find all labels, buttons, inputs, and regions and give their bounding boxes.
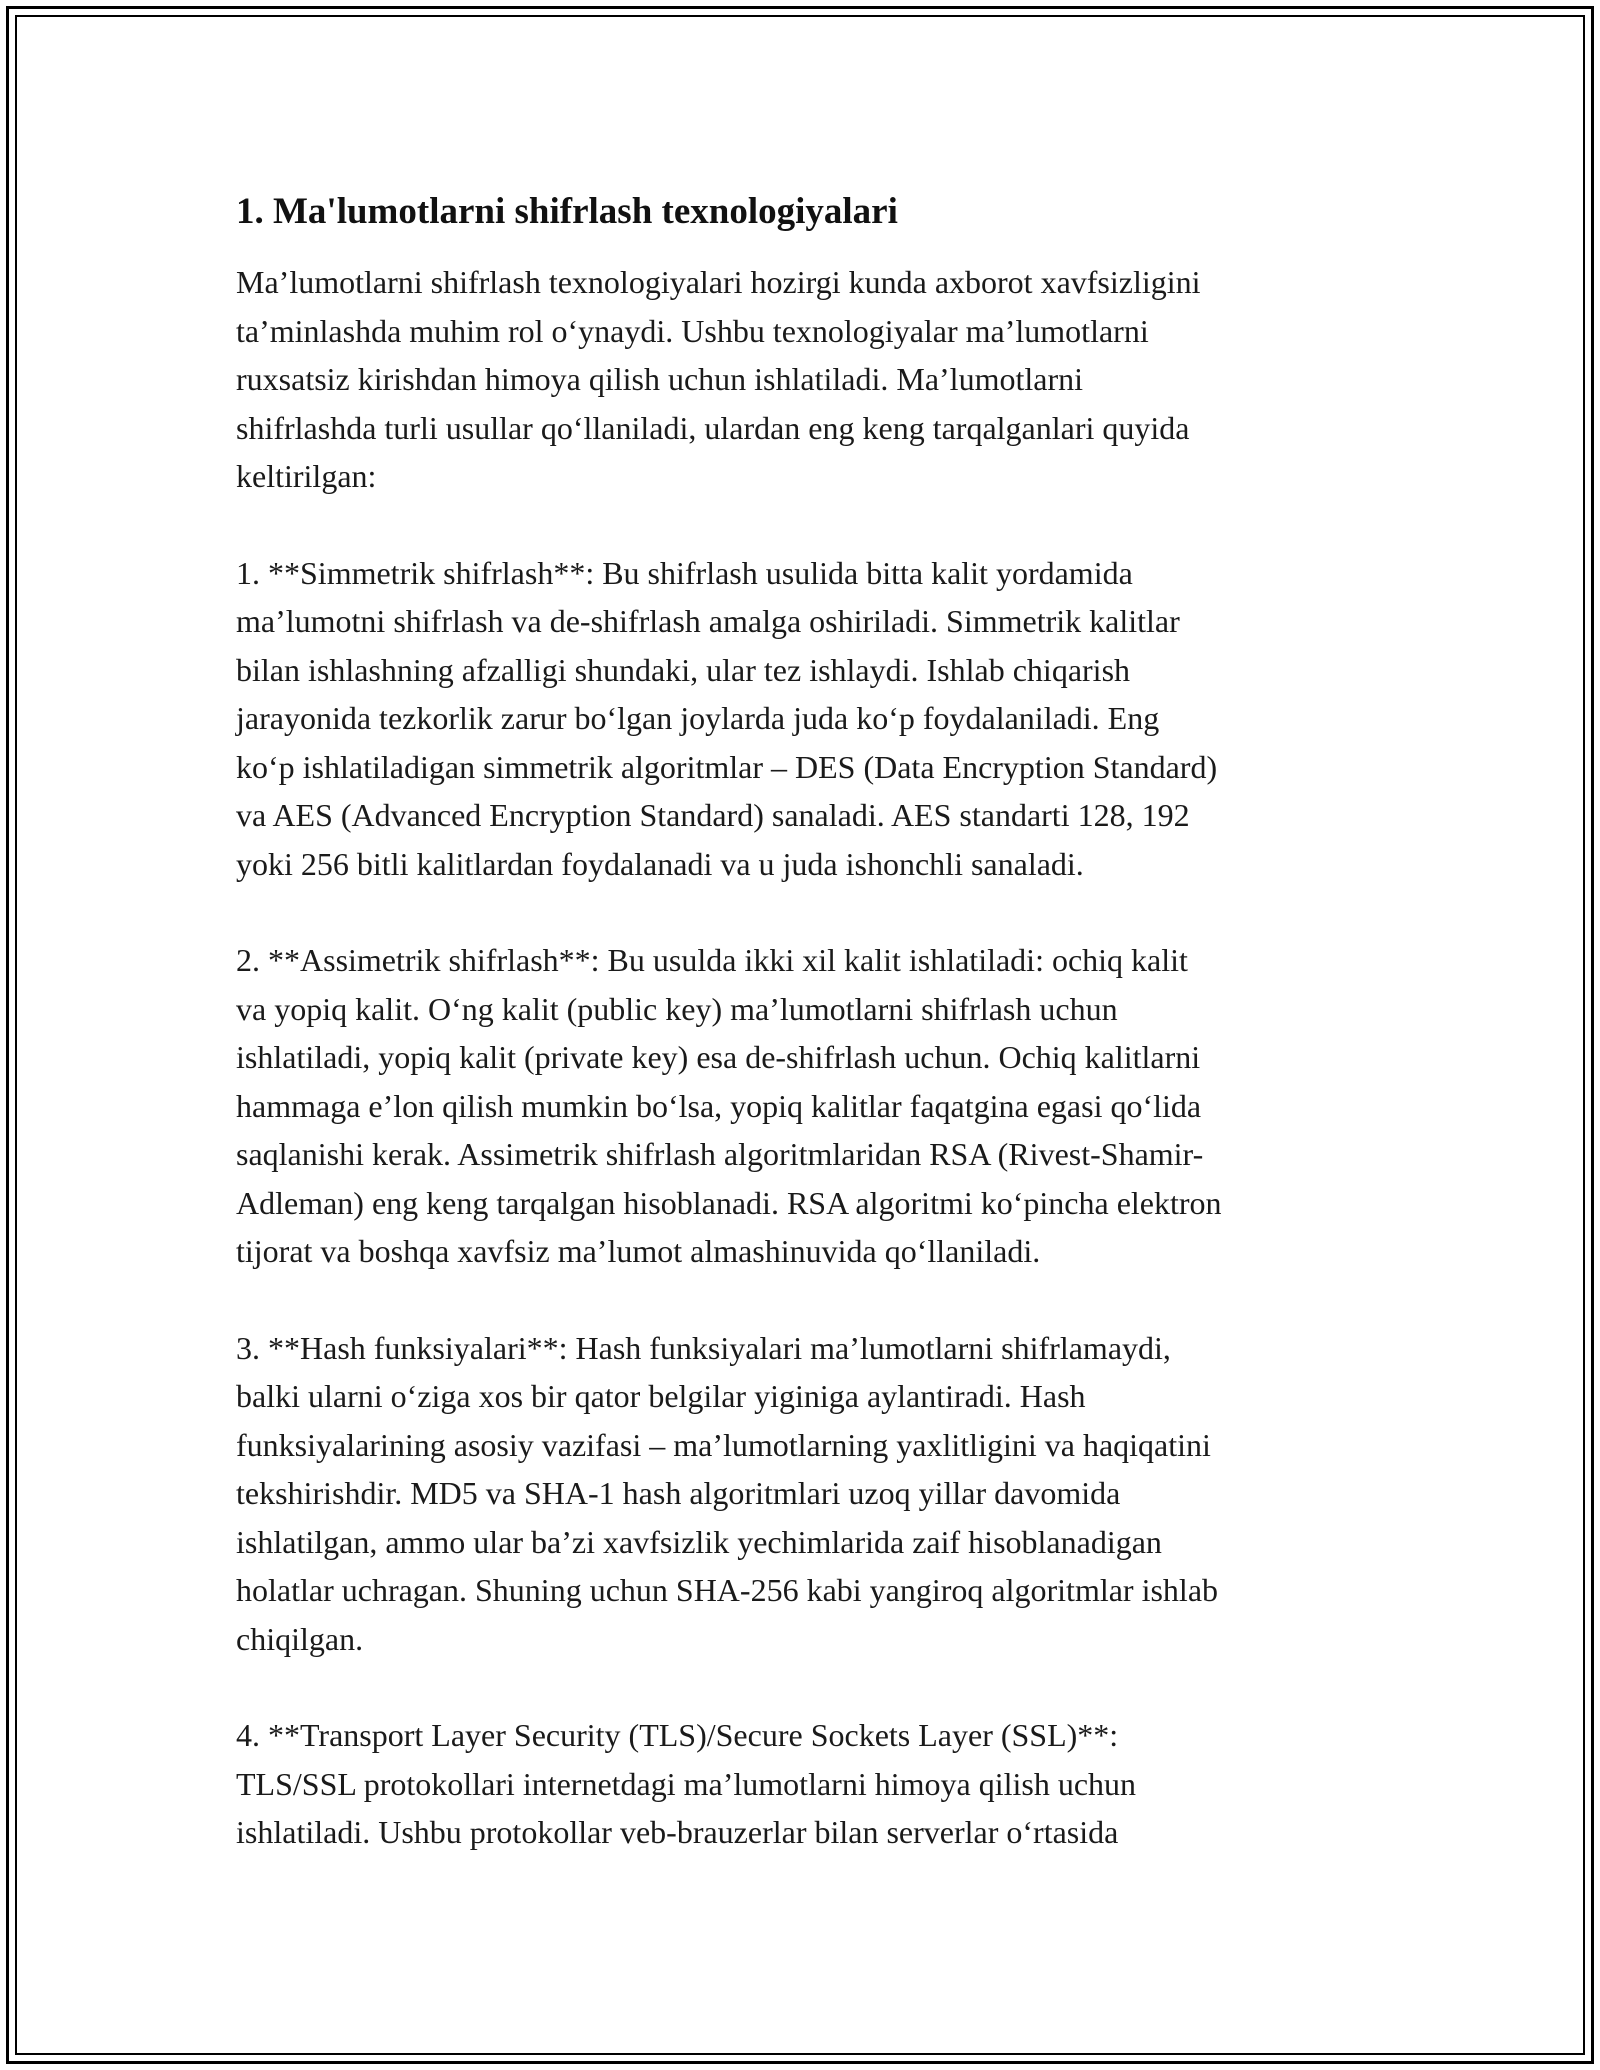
section-heading: 1. Ma'lumotlarni shifrlash texnologiyalari [236,191,898,232]
paragraph-asymmetric-encryption: 2. **Assimetrik shifrlash**: Bu usulda ikki xil kalit ishlatiladi: ochiq kalit va yopiq kalit. O‘ng kalit (public key) ma’lumotlarni shifrlash uchun ishlatiladi, yopiq kalit (private key) esa de-shifrlash uchun. Ochiq kalitlarni hammaga e’lon qilish mumkin bo‘lsa, yopiq kalitlar faqatgina egasi qo‘lida saqlanishi kerak. Assimetrik shifrlash algoritmlaridan RSA (Rivest-Shamir- Adleman) eng keng tarqalgan hisoblanadi. RSA algoritmi ko‘pincha elektron tijorat va boshqa xavfsiz ma’lumot almashinuvida qo‘llaniladi. [236,942,1222,1269]
paragraph-symmetric-encryption: 1. **Simmetrik shifrlash**: Bu shifrlash usulida bitta kalit yordamida ma’lumotni shifrlash va de-shifrlash amalga oshiriladi. Simmetrik kalitlar bilan ishlashning afzalligi shundaki, ular tez ishlaydi. Ishlab chiqarish jarayonida tezkorlik zarur bo‘lgan joylarda juda ko‘p foydalaniladi. Eng ko‘p ishlatiladigan simmetrik algoritmlar – DES (Data Encryption Standard) va AES (Advanced Encryption Standard) sanaladi. AES standarti 128, 192 yoki 256 bitli kalitlardan foydalanadi va u juda ishonchli sanaladi. [236,554,1218,882]
document-body [236,188,1386,1905]
intro-paragraph: Ma’lumotlarni shifrlash texnologiyalari hozirgi kunda axborot xavfsizligini ta’minlashda muhim rol o‘ynaydi. Ushbu texnologiyalar ma’lumotlarni ruxsatsiz kirishdan himoya qilish uchun ishlatiladi. Ma’lumotlarni shifrlashda turli usullar qo‘llaniladi, ulardan eng keng tarqalganlari quyida keltirilgan: [236,264,1201,494]
paragraph-tls-ssl: 4. **Transport Layer Security (TLS)/Secure Sockets Layer (SSL)**: TLS/SSL protokollari internetdagi ma’lumotlarni himoya qilish uchun ishlatiladi. Ushbu protokollar veb-brauzerlar bilan serverlar o‘rtasida [236,1717,1137,1850]
paragraph-hash-functions: 3. **Hash funksiyalari**: Hash funksiyalari ma’lumotlarni shifrlamaydi, balki ularni o‘ziga xos bir qator belgilar yiginiga aylantiradi. Hash funksiyalarining asosiy vazifasi – ma’lumotlarning yaxlitligini va haqiqatini tekshirishdir. MD5 va SHA-1 hash algoritmlari uzoq yillar davomida ishlatilgan, ammo ular ba’zi xavfsizlik yechimlarida zaif hisoblanadigan holatlar uchragan. Shuning uchun SHA-256 kabi yangiroq algoritmlar ishlab chiqilgan. [236,1329,1219,1657]
